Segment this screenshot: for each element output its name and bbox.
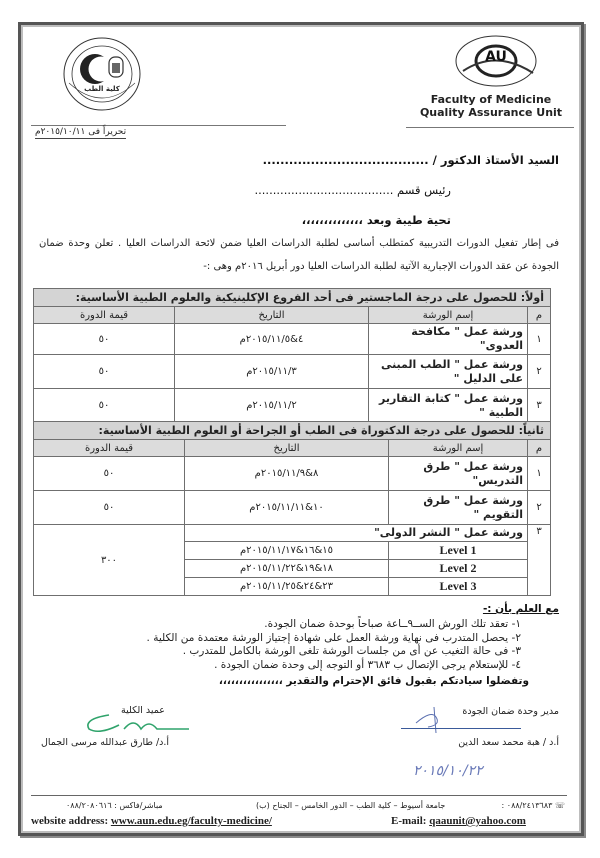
table-row bbox=[34, 525, 551, 542]
note-item: ٢- يحصل المتدرب فى نهاية ورشة العمل على شهادة إجتياز الورشة معتمدة من الكلية . bbox=[146, 631, 521, 644]
workshop-fee: ٥٠ bbox=[34, 457, 185, 491]
masters-workshops-table bbox=[33, 288, 551, 423]
note-item: ١- تعقد تلك الورش الســ٩ــاعة صباحاً بوحدة ضمان الجودة. bbox=[264, 618, 521, 630]
qa-director-title: مدير وحدة ضمان الجودة bbox=[462, 706, 559, 717]
workshop-name: ورشة عمل " كتابة التقارير الطبية " bbox=[369, 389, 528, 423]
faculty-name bbox=[406, 93, 576, 119]
doctorate-table-title: ثانياً: للحصول على درجة الدكتوراة فى الطب أو الجراحة أو العلوم الطبية الأساسية: bbox=[34, 422, 551, 440]
level-label: Level 3 bbox=[389, 578, 528, 596]
row-num: ٣ bbox=[528, 525, 551, 596]
workshop-name: ورشة عمل " مكافحة العدوى" bbox=[369, 324, 528, 355]
letterhead-frame bbox=[18, 22, 584, 836]
level-date: ١٥&١٦&٢٠١٥/١١/١٧م bbox=[185, 542, 389, 560]
level-label: Level 2 bbox=[389, 560, 528, 578]
crescent-emblem-icon bbox=[61, 33, 143, 115]
phone-icon: ☏ bbox=[554, 801, 565, 810]
level-date: ٢٣&٢٤&٢٠١٥/١١/٢٥م bbox=[185, 578, 389, 596]
note-item: ٣- فى حالة التغيب عن أى من جلسات الورشة تلغى الورشة بالكامل للمتدرب . bbox=[182, 645, 521, 657]
col-date: التاريخ bbox=[185, 440, 389, 457]
dean-name: أ.د/ طارق عبدالله مرسى الجمال bbox=[41, 737, 170, 748]
level-label: Level 1 bbox=[389, 542, 528, 560]
dean-title: عميد الكلية bbox=[121, 705, 165, 716]
footer-fax: مباشر/فاكس : ٠٨٨/٢٠٨٠٦١٦ bbox=[66, 801, 163, 810]
workshop-date: ١٠&٢٠١٥/١١/١١م bbox=[185, 491, 389, 525]
dean-signature bbox=[79, 711, 199, 737]
qa-director-name: أ.د / هبة محمد سعد الدين bbox=[458, 737, 559, 748]
workshop-date: ٢٠١٥/١١/٣م bbox=[175, 355, 369, 389]
addressee-line: السيد الأستاذ الدكتور / ...................................... bbox=[262, 153, 559, 167]
table-row bbox=[34, 324, 551, 355]
workshop-fee: ٣٠٠ bbox=[34, 525, 185, 596]
workshop-name: ورشة عمل " طرق التدريس" bbox=[389, 457, 528, 491]
email-link[interactable]: qaaunit@yahoo.com bbox=[429, 815, 526, 827]
header-divider-left bbox=[31, 125, 286, 126]
qa-signature-line bbox=[401, 728, 521, 729]
row-num: ١ bbox=[528, 457, 551, 491]
row-num: ٢ bbox=[528, 355, 551, 389]
au-monogram: AU bbox=[485, 49, 507, 65]
footer-email bbox=[391, 815, 526, 827]
table-row bbox=[34, 389, 551, 423]
footer-website bbox=[31, 815, 272, 827]
col-num: م bbox=[528, 307, 551, 324]
website-link[interactable]: www.aun.edu.eg/faculty-medicine/ bbox=[110, 815, 272, 827]
workshop-fee: ٥٠ bbox=[34, 355, 175, 389]
email-label: E-mail: bbox=[391, 815, 427, 827]
greeting: تحية طيبة وبعد ،،،،،،،،،،،،،، bbox=[301, 213, 451, 227]
col-date: التاريخ bbox=[175, 307, 369, 324]
col-num: م bbox=[528, 440, 551, 457]
table-row bbox=[34, 355, 551, 389]
masters-table-title: أولاً: للحصول على درجة الماجستير فى أحد الفروع الإكلينيكية والعلوم الطبية الأساسية: bbox=[34, 289, 551, 307]
faculty-logo bbox=[61, 33, 143, 115]
workshop-date: ٤&٢٠١٥/١١/٥م bbox=[175, 324, 369, 355]
svg-text:كلية الطب: كلية الطب bbox=[84, 85, 120, 93]
website-label: website address: bbox=[31, 815, 109, 827]
footer-phone bbox=[502, 801, 565, 810]
issued-date: تحريراً فى ٢٠١٥/١٠/١١م bbox=[35, 127, 127, 137]
footer-divider bbox=[31, 795, 567, 796]
row-num: ٣ bbox=[528, 389, 551, 423]
workshop-name: ورشة عمل " النشر الدولى" bbox=[185, 525, 528, 542]
faculty-name-line: Faculty of Medicine bbox=[430, 93, 552, 106]
unit-name-line: Quality Assurance Unit bbox=[419, 106, 563, 119]
col-name: إسم الورشة bbox=[389, 440, 528, 457]
university-logo bbox=[441, 29, 551, 91]
footer-address: جامعة أسيوط – كلية الطب – الدور الخامس – الجناح (ب) bbox=[256, 801, 446, 810]
workshop-date: ٨&٢٠١٥/١١/٩م bbox=[185, 457, 389, 491]
note-item: ٤- للإستعلام يرجى الإتصال ب ٣٦٨٣ أو التوجه إلى وحدة ضمان الجودة . bbox=[214, 658, 521, 671]
notes-title: مع العلم بأن :- bbox=[482, 603, 559, 615]
col-name: إسم الورشة bbox=[369, 307, 528, 324]
table-row bbox=[34, 491, 551, 525]
qa-director-signature bbox=[406, 705, 466, 735]
table-row bbox=[34, 457, 551, 491]
dept-head-line: رئيس قسم ...................................... bbox=[254, 183, 451, 197]
notes-list bbox=[51, 618, 521, 672]
workshop-date: ٢٠١٥/١١/٢م bbox=[175, 389, 369, 423]
row-num: ٢ bbox=[528, 491, 551, 525]
phone-number: ٠٨٨/٢٤١٣٦٨٣ : bbox=[501, 801, 553, 810]
workshop-fee: ٥٠ bbox=[34, 491, 185, 525]
workshop-name: ورشة عمل " طرق التقويم " bbox=[389, 491, 528, 525]
header-divider-right bbox=[406, 127, 574, 128]
col-value: قيمة الدورة bbox=[34, 440, 185, 457]
workshop-fee: ٥٠ bbox=[34, 389, 175, 423]
intro-paragraph: فى إطار تفعيل الدورات التدريبية كمتطلب أساسى لطلبة الدراسات العليا ضمن لائحة الدراسات العليا . تعلن وحدة ضمان الجودة عن عقد الدورات الإجبارية الآتية لطلبة الدراسات العليا دور أبريل ٢٠١٦م وهى :- bbox=[39, 238, 559, 272]
handwritten-date: ٢٠١٥/١٠/٢٢ bbox=[413, 763, 483, 779]
col-value: قيمة الدورة bbox=[34, 307, 175, 324]
workshop-fee: ٥٠ bbox=[34, 324, 175, 355]
doctorate-workshops-table bbox=[33, 421, 551, 596]
closing-line: وتفضلوا سيادتكم بقبول فائق الإحترام والتقدير ،،،،،،،،،،،،،،،، bbox=[218, 675, 529, 687]
workshop-name: ورشة عمل " الطب المبنى على الدليل " bbox=[369, 355, 528, 389]
level-date: ١٨&١٩&٢٠١٥/١١/٢٢م bbox=[185, 560, 389, 578]
row-num: ١ bbox=[528, 324, 551, 355]
